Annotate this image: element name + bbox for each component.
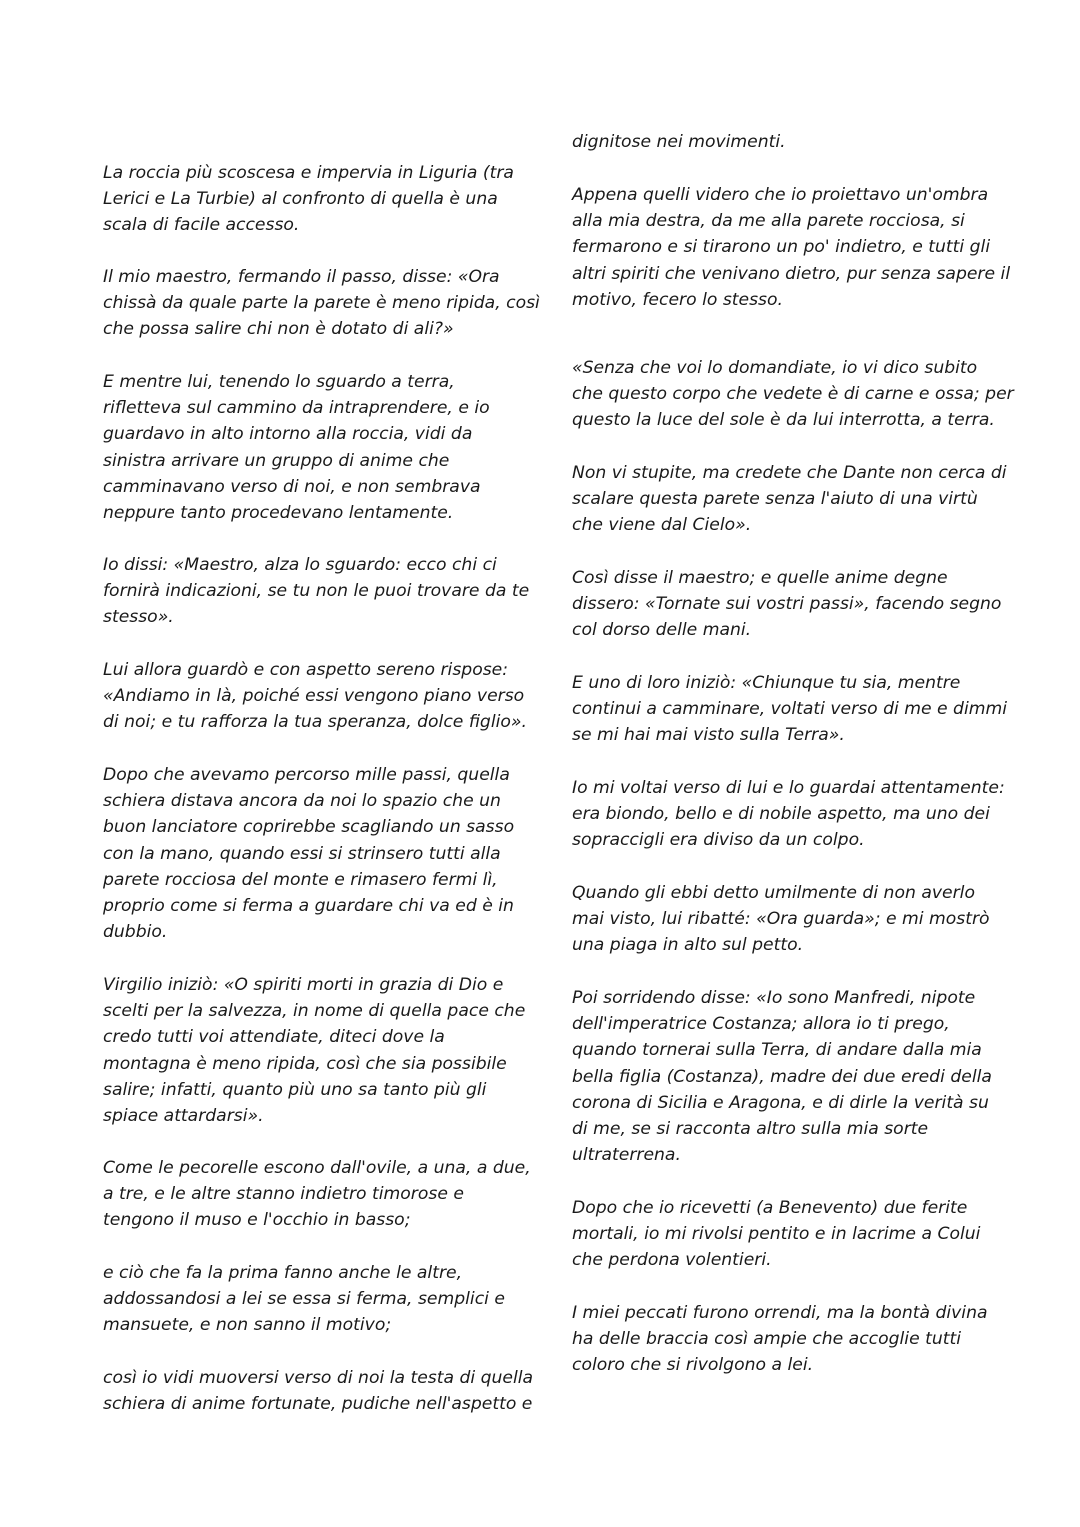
text-line: che possa salire chi non è dotato di ali?»: [103, 319, 454, 340]
paragraph: [572, 1195, 980, 1274]
paragraph: [572, 670, 1007, 749]
paragraph: [103, 657, 527, 736]
text-line: continui a camminare, voltati verso di me e dimmi: [572, 699, 1007, 720]
paragraph: [572, 1300, 988, 1379]
text-line: scalare questa parete senza l'aiuto di una virtù: [572, 489, 978, 510]
text-line: Come le pecorelle escono dall'ovile, a una, a due,: [103, 1158, 531, 1178]
paragraph: [103, 369, 490, 526]
paragraph: [572, 460, 1007, 539]
text-line: sopraccigli era diviso da un colpo.: [572, 830, 865, 851]
text-line: camminavano verso di noi, e non sembrava: [103, 476, 481, 497]
text-line: tengono il muso e l'occhio in basso;: [103, 1210, 411, 1231]
paragraph: [103, 1260, 505, 1339]
text-line: Lui allora guardò e con aspetto sereno rispose:: [103, 660, 509, 680]
text-line: fornirà indicazioni, se tu non le puoi trovare da te: [103, 581, 530, 602]
text-line: Non vi stupite, ma credete che Dante non cerca di: [572, 463, 1007, 483]
text-line: rifletteva sul cammino da intraprendere, e io: [103, 398, 490, 419]
text-line: quando tornerai sulla Terra, di andare dalla mia: [572, 1040, 982, 1061]
text-line: se mi hai mai visto sulla Terra».: [572, 725, 845, 746]
text-line: di me, se si racconta altro sulla mia sorte: [572, 1119, 929, 1140]
paragraph: [572, 182, 1010, 313]
text-line: bella figlia (Costanza), madre dei due eredi della: [572, 1066, 992, 1087]
text-line: Dopo che avevamo percorso mille passi, quella: [103, 765, 510, 785]
text-line: salire; infatti, quanto più uno sa tanto più gli: [103, 1079, 487, 1100]
text-line: montagna è meno ripida, così che sia possibile: [103, 1053, 507, 1074]
text-line: Quando gli ebbi detto umilmente di non averlo: [572, 883, 975, 903]
text-line: «Senza che voi lo domandiate, io vi dico subito: [572, 358, 978, 378]
text-line: Appena quelli videro che io proiettavo un'ombra: [572, 185, 989, 205]
text-line: Il mio maestro, fermando il passo, disse: «Ora: [103, 267, 500, 287]
text-line: guardavo in alto intorno alla roccia, vidi da: [103, 424, 473, 445]
text-line: Io mi voltai verso di lui e lo guardai attentamente:: [572, 778, 1005, 798]
paragraph: [572, 775, 1005, 854]
text-line: così io vidi muoversi verso di noi la testa di quella: [103, 1368, 534, 1388]
text-line: schiera di anime fortunate, pudiche nell'aspetto e: [103, 1394, 533, 1415]
text-line: a tre, e le altre stanno indietro timorose e: [103, 1184, 464, 1205]
text-line: dell'imperatrice Costanza; allora io ti prego,: [572, 1014, 950, 1035]
text-line: ultraterrena.: [572, 1145, 681, 1166]
text-line: parete rocciosa del monte e rimasero fermi lì,: [103, 869, 498, 890]
text-line: dissero: «Tornate sui vostri passi», facendo segno: [572, 594, 1002, 615]
text-line: mansuete, e non sanno il motivo;: [103, 1315, 392, 1336]
text-line: ha delle braccia così ampie che accoglie tutti: [572, 1329, 962, 1350]
text-line: credo tutti voi attendiate, diteci dove la: [103, 1027, 445, 1048]
text-line: chissà da quale parte la parete è meno ripida, così: [103, 293, 540, 314]
text-line: mai visto, lui ribatté: «Ora guarda»; e mi mostrò: [572, 909, 990, 930]
paragraph: [103, 552, 529, 631]
paragraph: [572, 355, 1014, 434]
text-line: schiera distava ancora da noi lo spazio che un: [103, 791, 501, 812]
text-line: proprio come si ferma a guardare chi va ed è in: [103, 896, 514, 917]
paragraph: [103, 1365, 533, 1417]
text-line: che viene dal Cielo».: [572, 515, 752, 536]
text-line: stesso».: [103, 607, 174, 628]
text-line: motivo, fecero lo stesso.: [572, 289, 783, 310]
text-line: I miei peccati furono orrendi, ma la bontà divina: [572, 1303, 988, 1323]
text-line: con la mano, quando essi si strinsero tutti alla: [103, 843, 501, 864]
text-line: era biondo, bello e di nobile aspetto, ma uno dei: [572, 804, 990, 825]
text-line: di noi; e tu rafforza la tua speranza, dolce figlio».: [103, 712, 527, 733]
text-line: Virgilio iniziò: «O spiriti morti in grazia di Dio e: [103, 975, 504, 995]
text-line: e ciò che fa la prima fanno anche le altre,: [103, 1263, 463, 1283]
text-line: La roccia più scoscesa e impervia in Liguria (tra: [103, 163, 514, 183]
paragraph: [572, 985, 992, 1168]
text-line: mortali, io mi rivolsi pentito e in lacrime a Colui: [572, 1224, 981, 1245]
text-line: dubbio.: [103, 922, 168, 943]
text-line: scala di facile accesso.: [103, 215, 300, 236]
paragraph: [103, 972, 525, 1129]
paragraph: [103, 762, 514, 945]
text-line: E mentre lui, tenendo lo sguardo a terra,: [103, 372, 455, 392]
paragraph: [103, 264, 540, 343]
text-line: buon lanciatore coprirebbe scagliando un sasso: [103, 817, 515, 838]
text-line: corona di Sicilia e Aragona, e di dirle la verità su: [572, 1092, 989, 1113]
text-line: altri spiriti che venivano dietro, pur senza sapere il: [572, 263, 1011, 284]
text-line: Io dissi: «Maestro, alza lo sguardo: ecco chi ci: [103, 555, 497, 575]
text-line: questo la luce del sole è da lui interrotta, a terra.: [572, 410, 995, 431]
text-line: che perdona volentieri.: [572, 1250, 772, 1271]
paragraph: [572, 129, 786, 155]
text-line: neppure tanto procedevano lentamente.: [103, 503, 454, 524]
text-line: Dopo che io ricevetti (a Benevento) due ferite: [572, 1198, 968, 1218]
text-line: che questo corpo che vedete è di carne e ossa; per: [572, 384, 1014, 405]
text-line: dignitose nei movimenti.: [572, 132, 786, 152]
text-line: alla mia destra, da me alla parete rocciosa, si: [572, 211, 965, 232]
text-line: scelti per la salvezza, in nome di quella pace che: [103, 1001, 526, 1022]
text-line: «Andiamo in là, poiché essi vengono piano verso: [103, 686, 525, 707]
text-line: fermarono e si tirarono un po' indietro, e tutti gli: [572, 237, 991, 258]
text-line: Poi sorridendo disse: «Io sono Manfredi, nipote: [572, 988, 976, 1008]
text-line: Lerici e La Turbie) al confronto di quella è una: [103, 189, 498, 210]
paragraph: [572, 565, 1001, 644]
paragraph: [103, 160, 514, 239]
paragraph: [572, 880, 990, 959]
text-line: spiace attardarsi».: [103, 1106, 264, 1127]
paragraph: [103, 1155, 531, 1234]
text-line: una piaga in alto sul petto.: [572, 935, 804, 956]
text-line: E uno di loro iniziò: «Chiunque tu sia, mentre: [572, 673, 961, 693]
text-line: addossandosi a lei se essa si ferma, semplici e: [103, 1289, 505, 1310]
text-line: col dorso delle mani.: [572, 620, 752, 641]
text-line: Così disse il maestro; e quelle anime degne: [572, 568, 948, 588]
text-line: sinistra arrivare un gruppo di anime che: [103, 450, 450, 471]
text-line: coloro che si rivolgono a lei.: [572, 1355, 814, 1376]
